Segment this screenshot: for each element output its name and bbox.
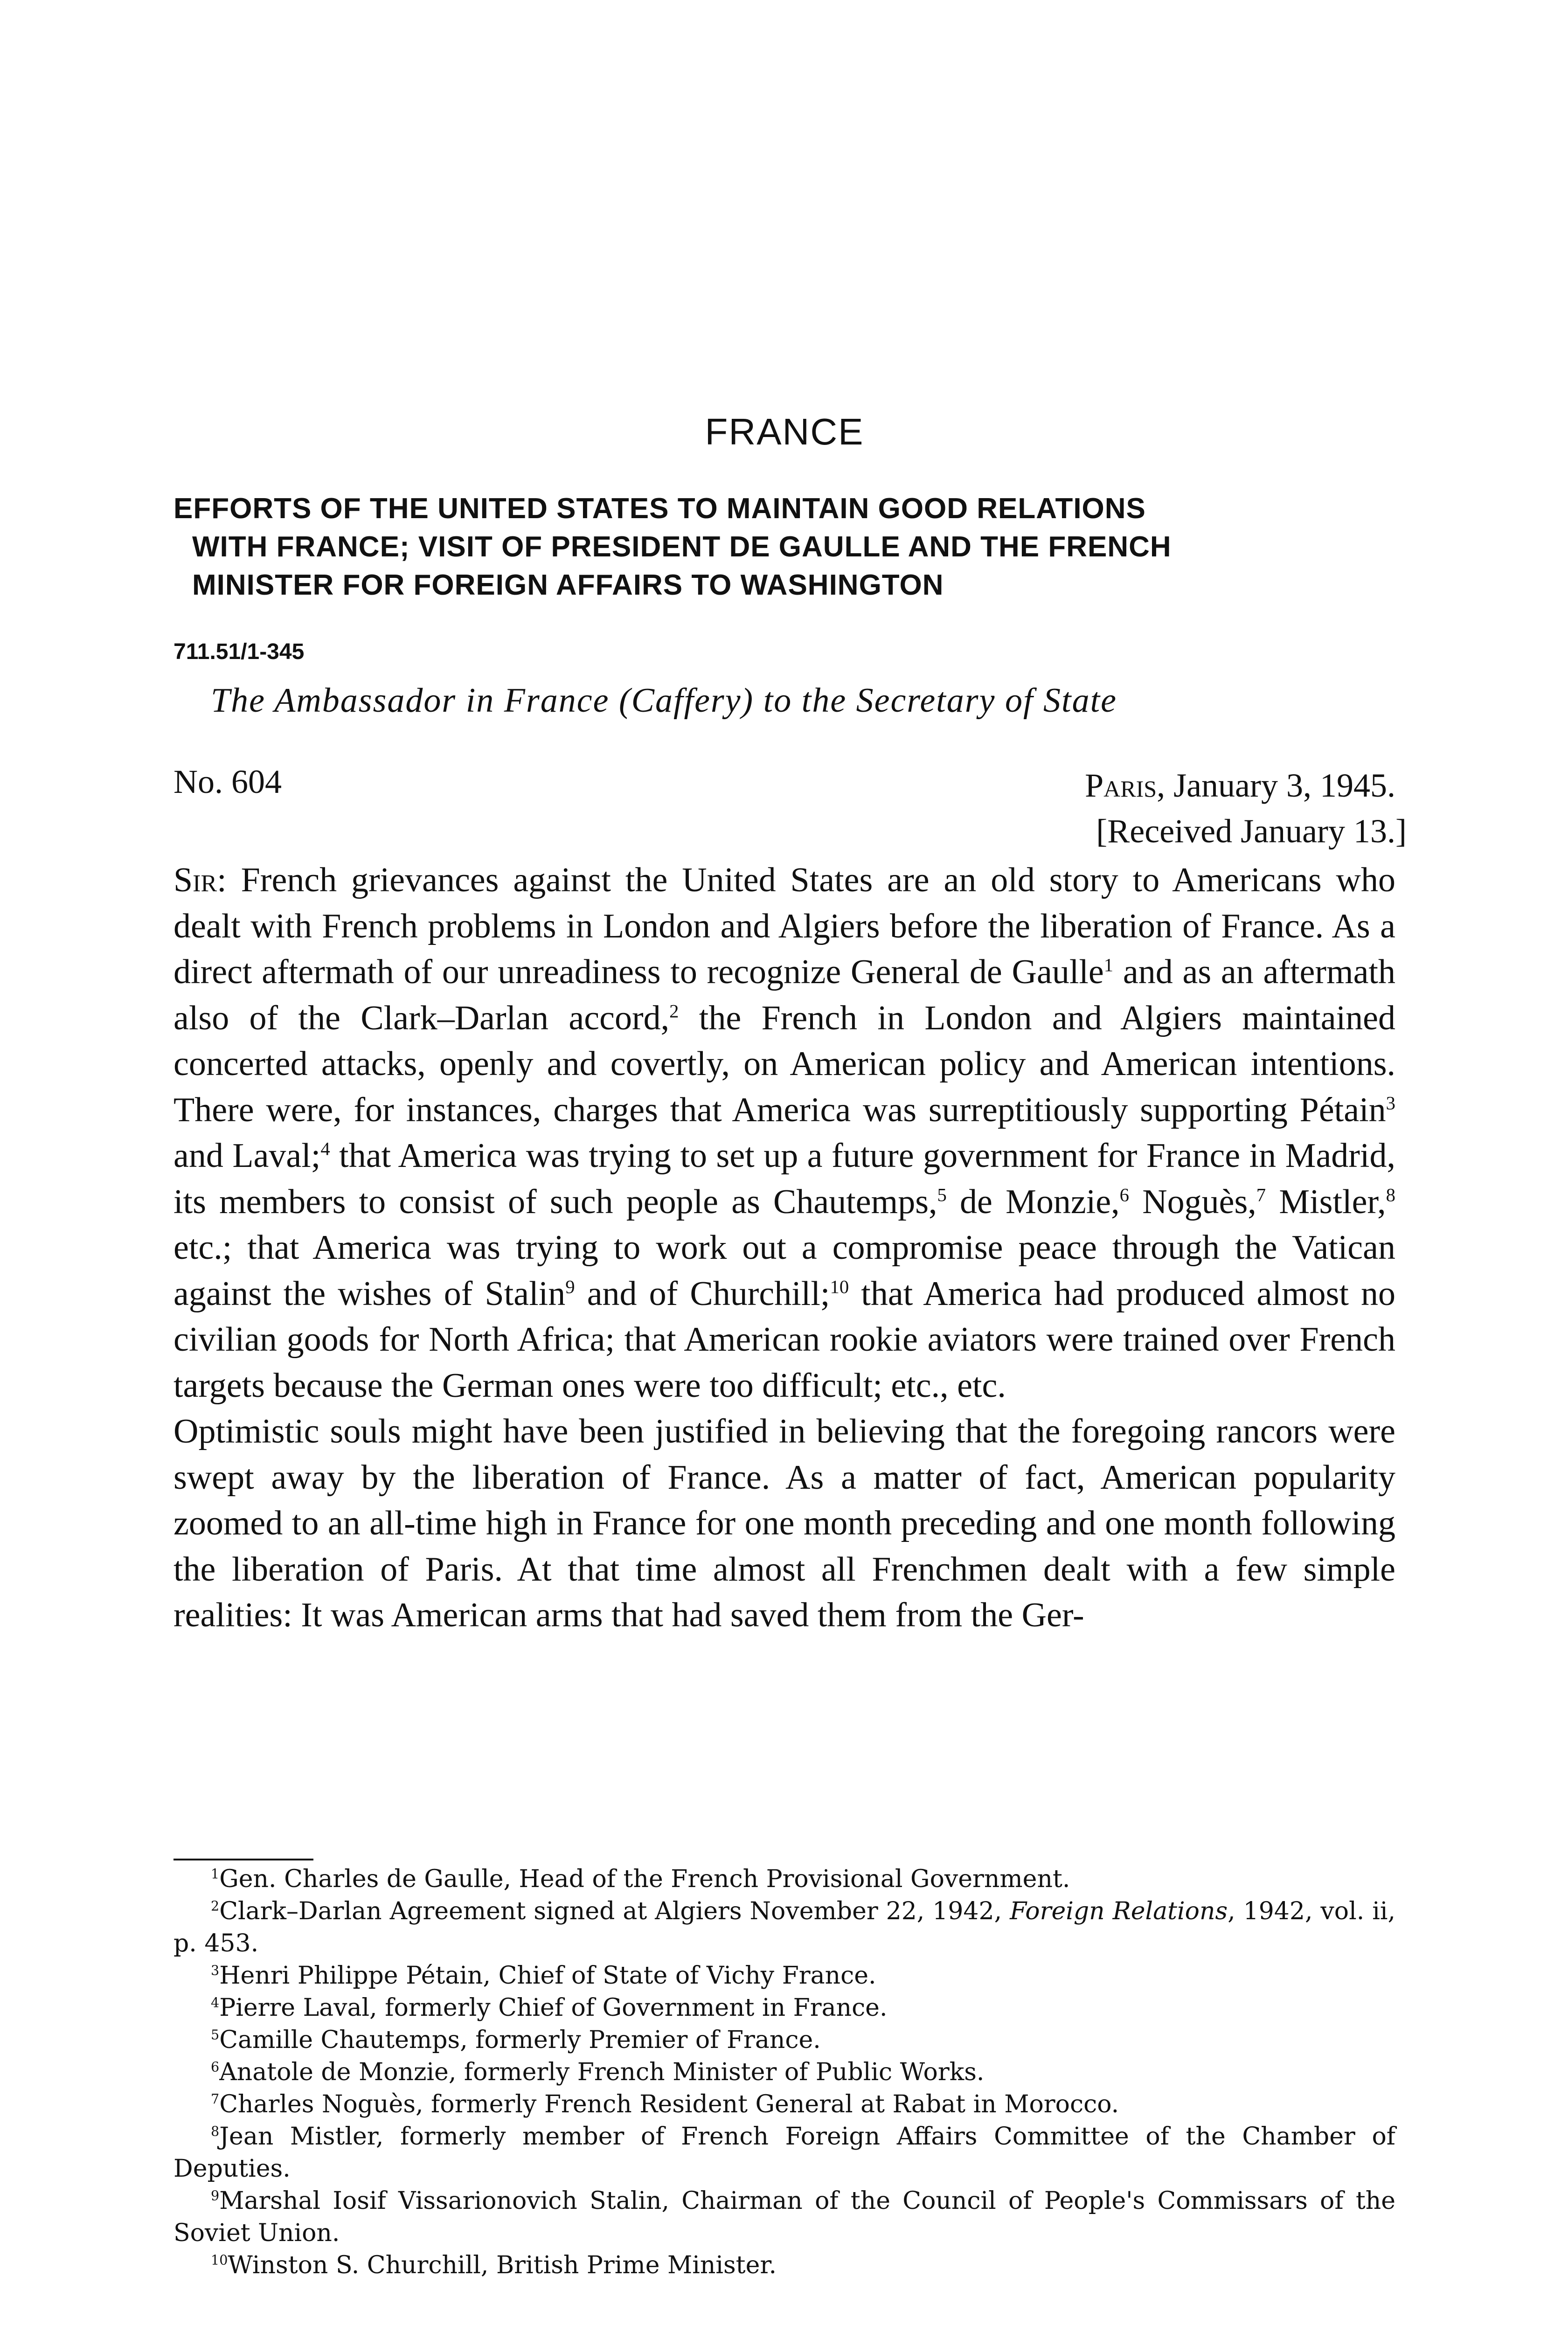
footnote-text: Marshal Iosif Vissarionovich Stalin, Chairman of the Council of People's Commissars of the Soviet Union. <box>173 2187 1395 2247</box>
footnote-number: 6 <box>211 2059 220 2075</box>
dateline-place: Paris, <box>1085 767 1166 804</box>
footnote-number: 1 <box>211 1866 220 1882</box>
footnote-text: Camille Chautemps, formerly Premier of France. <box>219 2026 821 2054</box>
file-number: 711.51/1-345 <box>173 639 305 664</box>
footnote-text: Gen. Charles de Gaulle, Head of the French Provisional Government. <box>219 1865 1070 1893</box>
body-text-run: French grievances against the United States are an old story to Americans who dealt with French problems in London and Algiers before the liberation of France. As a direct aftermath of our unreadiness to recognize General de Gaulle <box>173 861 1395 991</box>
footnote-8 <box>173 2121 1395 2185</box>
body-text-run: Mistler, <box>1266 1182 1386 1221</box>
section-title: FRANCE <box>705 411 864 452</box>
body-text-run: etc.; that America was trying to work out a compromise peace through the Vatican against the wishes of Stalin <box>173 1228 1395 1313</box>
footnotes <box>173 1863 1395 2282</box>
footnote-text: Henri Philippe Pétain, Chief of State of Vichy France. <box>219 1962 876 1990</box>
dateline <box>1085 763 1407 854</box>
body-paragraph-1 <box>173 857 1395 1409</box>
document-number: No. 604 <box>173 763 282 800</box>
footnote-divider <box>173 1859 313 1860</box>
dateline-received: [Received January 13.] <box>1096 812 1407 850</box>
footnote-number: 5 <box>211 2027 220 2043</box>
body-text-run: and as an aftermath also of the Clark–Darlan accord, <box>173 953 1395 1037</box>
heading-line-3: MINISTER FOR FOREIGN AFFAIRS TO WASHINGTON <box>192 569 944 601</box>
footnote-number: 8 <box>211 2123 220 2139</box>
body-text-run: and Laval; <box>173 1137 321 1175</box>
document-page <box>173 0 1407 2332</box>
footnote-text: Jean Mistler, formerly member of French Foreign Affairs Committee of the Chamber of Deputies. <box>173 2123 1395 2183</box>
body-text-run: Noguès, <box>1129 1182 1256 1221</box>
footnote-ref: 8 <box>1386 1184 1395 1205</box>
footnote-2 <box>173 1895 1395 1960</box>
footnote-number: 3 <box>211 1962 220 1978</box>
footnote-number: 4 <box>211 1994 220 2011</box>
dateline-date: January 3, 1945. <box>1173 767 1395 804</box>
footnote-10 <box>173 2249 1395 2282</box>
footnote-text: Winston S. Churchill, British Prime Minister. <box>228 2251 777 2279</box>
document-title: The Ambassador in France (Caffery) to the Secretary of State <box>211 681 1117 720</box>
footnote-number: 10 <box>211 2252 228 2268</box>
footnote-3 <box>173 1960 1395 1992</box>
footnote-4 <box>173 1992 1395 2024</box>
body-paragraph-2: Optimistic souls might have been justified in believing that the foregoing rancors were swept away by the liberation of France. As a matter of fact, American popularity zoomed to an all-time high in France for one month preceding and one month following the liberation of Paris. At that time almost all Frenchmen dealt with a few simple realities: It was American arms that had saved them from the Ger- <box>173 1412 1395 1634</box>
footnote-ref: 6 <box>1119 1184 1129 1205</box>
footnote-5 <box>173 2024 1395 2056</box>
footnote-ref: 4 <box>320 1138 330 1159</box>
dateline-sent <box>1085 763 1395 808</box>
footnote-text: , 1942, vol. ii, p. 453. <box>173 1897 1395 1957</box>
footnote-ref: 7 <box>1256 1184 1266 1205</box>
footnote-9 <box>173 2185 1395 2249</box>
body-text-run: that America was trying to set up a future government for France in Madrid, its members to consist of such people as Chautemps, <box>173 1137 1395 1221</box>
footnote-text: Pierre Laval, formerly Chief of Government in France. <box>219 1994 888 2022</box>
document-heading <box>173 490 1405 604</box>
footnote-text: Clark–Darlan Agreement signed at Algiers November 22, 1942, <box>219 1897 1002 1925</box>
body-text-run: the French in London and Algiers maintained concerted attacks, openly and covertly, on American policy and American intentions. There were, for instances, charges that America was surreptitiously supporting Pétain <box>173 999 1395 1129</box>
footnote-ref: 3 <box>1386 1092 1395 1113</box>
salutation: Sir: <box>173 861 227 899</box>
footnote-ref: 5 <box>937 1184 947 1205</box>
footnote-1 <box>173 1863 1395 1895</box>
footnote-text: Anatole de Monzie, formerly French Minister of Public Works. <box>219 2058 985 2086</box>
footnote-ref: 2 <box>669 1000 679 1021</box>
body-text-run: and of Churchill; <box>575 1274 830 1313</box>
footnote-text: Charles Noguès, formerly French Resident General at Rabat in Morocco. <box>219 2090 1119 2118</box>
body-text-run: that America had produced almost no civilian goods for North Africa; that American rookie aviators were trained over French targets because the German ones were too difficult; etc., etc. <box>173 1274 1395 1405</box>
letter-body <box>173 857 1395 1638</box>
heading-line-2: WITH FRANCE; VISIT OF PRESIDENT DE GAULLE AND THE FRENCH <box>192 531 1172 563</box>
footnote-ref: 9 <box>565 1276 575 1297</box>
footnote-number: 2 <box>211 1898 220 1914</box>
heading-line-1: EFFORTS OF THE UNITED STATES TO MAINTAIN GOOD RELATIONS <box>173 493 1146 525</box>
footnote-number: 7 <box>211 2091 220 2107</box>
footnote-ref: 1 <box>1103 954 1114 976</box>
footnote-citation-title: Foreign Relations <box>1010 1897 1228 1925</box>
footnote-ref: 10 <box>830 1276 849 1297</box>
footnote-7 <box>173 2089 1395 2121</box>
footnote-number: 9 <box>211 2187 220 2204</box>
footnote-6 <box>173 2056 1395 2089</box>
body-text-run: de Monzie, <box>946 1182 1120 1221</box>
